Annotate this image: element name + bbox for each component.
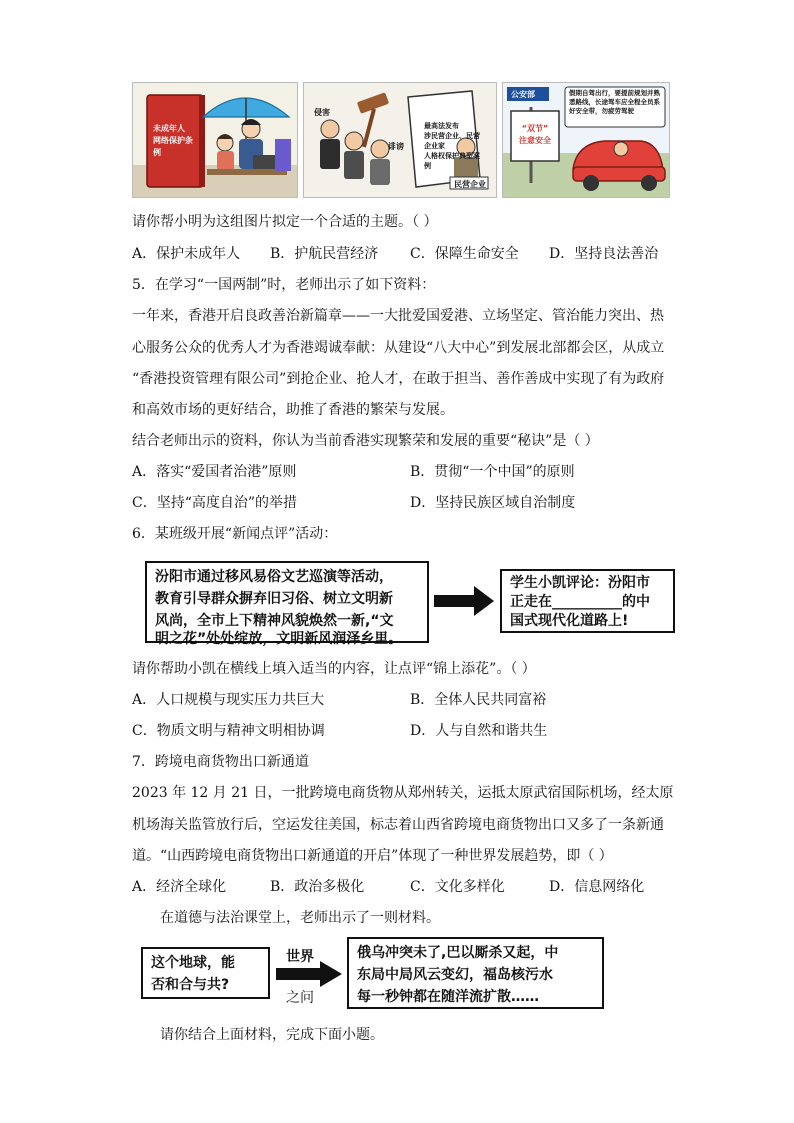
q7-title: 7．跨境电商货物出口新通道 <box>132 754 309 770</box>
q5-option-b[interactable]: B．贯彻“一个中国”的原则 <box>410 464 575 480</box>
doc-label: 最高法发布 涉民营企业、民营企业家 人格权保护典型案例 <box>424 122 480 170</box>
q6-option-a[interactable]: A．人口规模与现实压力共巨大 <box>132 692 325 708</box>
q6-stem: 6．某班级开展“新闻点评”活动： <box>132 526 338 542</box>
police-sign: 公安部 <box>511 90 535 99</box>
right-arrow-icon <box>276 961 342 987</box>
material-closing: 请你结合上面材料，完成下面小题。 <box>160 1027 384 1043</box>
q7-passage-line: 机场海关监管放行后，空运发往美国，标志着山西省跨境电商货物出口又多了一条新通 <box>132 817 664 833</box>
q6-comment-box <box>500 569 675 633</box>
q6-option-b[interactable]: B．全体人民共同富裕 <box>410 692 547 708</box>
image-private-enterprise <box>303 82 497 198</box>
comment-line: 正走在__________的中 <box>510 594 650 610</box>
q5-option-a[interactable]: A．落实“爱国者治港”原则 <box>132 464 297 480</box>
safety-bubble: 假期自驾出行，要提前规划并熟悉路线，长途驾车应全程全员系好安全带，勿疲劳驾驶 <box>569 89 660 115</box>
q7-option-d[interactable]: D．信息网络化 <box>549 879 645 895</box>
news-line: 汾阳市通过移风易俗文艺巡演等活动， <box>155 569 393 585</box>
festival-board: “双节” 注意安全 <box>519 124 551 145</box>
world-question-box <box>141 947 270 999</box>
world-events-box <box>347 937 604 1009</box>
q4-stem: 请你帮小明为这组图片拟定一个合适的主题。（ ） <box>132 214 438 230</box>
q5-passage-line: “香港投资管理有限公司”到抢企业、抢人才，在敢于担当、善作善成中实现了有为政府 <box>132 371 665 387</box>
world-question-line: 这个地球，能 <box>151 955 235 971</box>
q5-stem: 5．在学习“一国两制”时，老师出示了如下资料： <box>132 277 436 293</box>
book-label: 未成年人 网络保护条例 <box>153 124 193 157</box>
q5-question: 结合老师出示的资料，你认为当前香港实现繁荣和发展的重要“秘诀”是（ ） <box>132 433 599 449</box>
news-line: 风尚，全市上下精神风貌焕然一新,“文 <box>155 613 394 629</box>
material-intro: 在道德与法治课堂上，老师出示了一则材料。 <box>160 910 440 926</box>
comment-line: 国式现代化道路上! <box>510 613 629 629</box>
q5-passage-line: 心服务公众的优秀人才为香港竭诚奉献：从建设“八大中心”到发展北部都会区，从成立 <box>132 340 665 356</box>
comment-line: 学生小凯评论：汾阳市 <box>510 575 650 591</box>
world-events-line: 每一秒钟都在随洋流扩散…… <box>357 989 539 1005</box>
q4-option-b[interactable]: B．护航民营经济 <box>270 246 379 262</box>
q6-question: 请你帮助小凯在横线上填入适当的内容，让点评“锦上添花”。（ ） <box>132 661 536 677</box>
tag-feibang: 诽谤 <box>388 142 404 151</box>
q5-option-c[interactable]: C．坚持“高度自治”的举措 <box>132 495 298 511</box>
q7-passage-line: 2023 年 12 月 21 日，一批跨境电商货物从郑州转关，运抵太原武宿国际机场，经太原 <box>132 785 674 801</box>
q5-passage-line: 一年来，香港开启良政善治新篇章——一大批爱国爱港、立场坚定、管治能力突出、热 <box>132 308 664 324</box>
q5-option-d[interactable]: D．坚持民族区域自治制度 <box>410 495 576 511</box>
image-minor-protection <box>132 82 298 198</box>
q7-option-b[interactable]: B．政治多极化 <box>270 879 365 895</box>
q6-option-c[interactable]: C．物质文明与精神文明相协调 <box>132 723 325 739</box>
q6-option-d[interactable]: D．人与自然和谐共生 <box>410 723 548 739</box>
tag-qinhai: 侵害 <box>314 108 330 117</box>
world-question-line: 否和合与共? <box>151 977 230 993</box>
arrow-label-top: 世界 <box>286 949 314 965</box>
world-events-line: 东局中局风云变幻，福岛核污水 <box>357 967 553 983</box>
world-events-line: 俄乌冲突未了,巴以厮杀又起，中 <box>357 945 559 961</box>
q7-option-c[interactable]: C．文化多样化 <box>410 879 505 895</box>
q7-passage-line: 道。“山西跨境电商货物出口新通道的开启”体现了一种世界发展趋势，即（ ） <box>132 848 613 864</box>
right-arrow-icon <box>434 586 494 616</box>
q5-passage-line: 和高效市场的更好结合，助推了香港的繁荣与发展。 <box>132 402 454 418</box>
q4-option-d[interactable]: D．坚持良法善治 <box>549 246 659 262</box>
q7-option-a[interactable]: A．经济全球化 <box>132 879 227 895</box>
q4-option-a[interactable]: A．保护未成年人 <box>132 246 241 262</box>
tag-minying: 民营企业 <box>454 180 486 189</box>
news-line: 明之花”处处绽放，文明新风润泽乡里。 <box>155 631 403 647</box>
q4-option-c[interactable]: C．保障生命安全 <box>410 246 519 262</box>
news-line: 教育引导群众摒弃旧习俗、树立文明新 <box>155 591 393 607</box>
arrow-label-bottom: 之问 <box>286 990 314 1006</box>
q6-news-box <box>145 561 429 647</box>
image-driving-safety <box>502 82 670 198</box>
